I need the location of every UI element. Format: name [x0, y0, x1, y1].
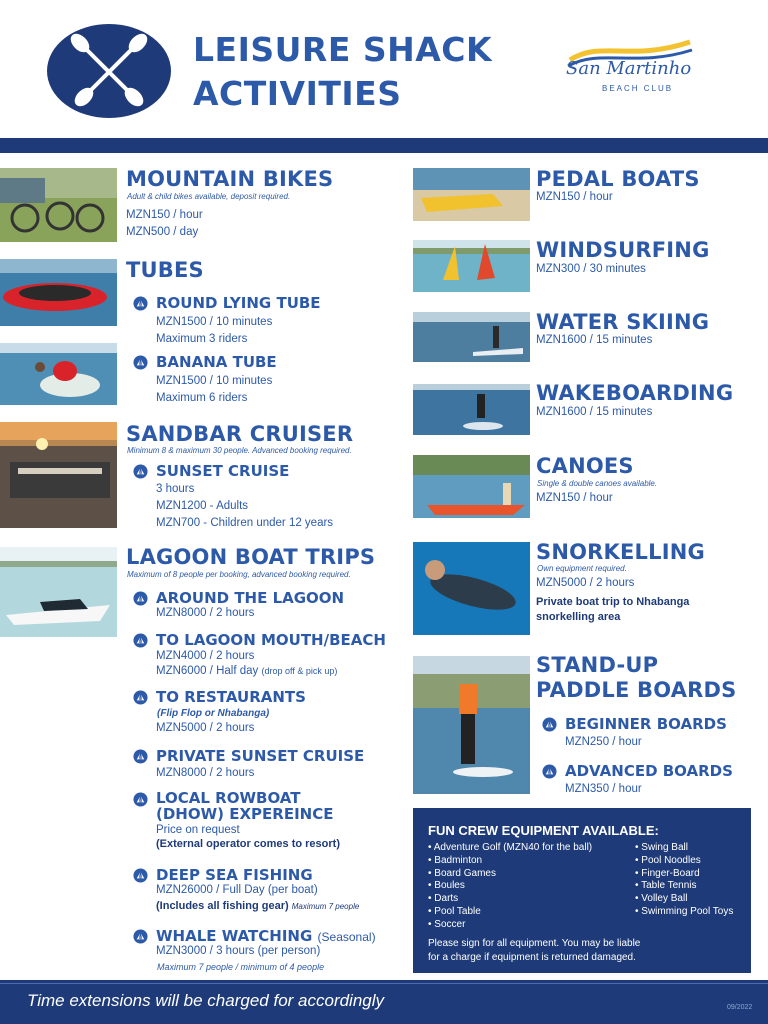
private-sunset-price: MZN8000 / 2 hours [156, 767, 255, 779]
windsurfing-heading: WINDSURFING [536, 238, 710, 262]
round-tube-heading: ROUND LYING TUBE [156, 294, 321, 312]
canoes-price: MZN150 / hour [536, 492, 613, 504]
around-lagoon-price: MZN8000 / 2 hours [156, 607, 255, 619]
shell-bullet-icon [133, 929, 148, 944]
footer-text: Time extensions will be charged for accordingly [27, 991, 385, 1010]
lagoon-mouth-price-halfday: MZN6000 / Half day (drop off & pick up) [156, 665, 338, 677]
shell-bullet-icon [133, 792, 148, 807]
paddle-board-photo [413, 656, 530, 794]
fun-crew-box [413, 808, 751, 973]
canoes-photo [413, 455, 530, 518]
sandbar-cruiser-photo [0, 422, 117, 528]
shell-bullet-icon [133, 464, 148, 479]
restaurants-price: MZN5000 / 2 hours [156, 722, 255, 734]
pedal-boats-photo [413, 168, 530, 221]
snorkelling-photo [413, 542, 530, 635]
list-item: • Badminton [428, 855, 592, 868]
list-item: • Table Tennis [635, 880, 733, 893]
sandbar-note: Minimum 8 & maximum 30 people. Advanced booking required. [127, 446, 352, 455]
around-lagoon-heading: AROUND THE LAGOON [156, 589, 345, 607]
shell-bullet-icon [133, 591, 148, 606]
sandbar-heading: SANDBAR CRUISER [126, 422, 354, 446]
header [0, 0, 768, 138]
windsurfing-price: MZN300 / 30 minutes [536, 263, 646, 275]
tubes-heading: TUBES [126, 258, 204, 282]
round-tube-info: Maximum 3 riders [156, 333, 248, 345]
shell-bullet-icon [133, 868, 148, 883]
shell-bullet-icon [133, 296, 148, 311]
mountain-bikes-heading: MOUNTAIN BIKES [126, 167, 334, 191]
shell-bullet-icon [133, 690, 148, 705]
wakeboarding-price: MZN1600 / 15 minutes [536, 406, 653, 418]
wakeboarding-heading: WAKEBOARDING [536, 381, 734, 405]
lagoon-boat-photo [0, 547, 117, 637]
mountain-bikes-price-day: MZN500 / day [126, 226, 199, 238]
restaurants-sub: (Flip Flop or Nhabanga) [157, 708, 270, 719]
shell-bullet-icon [133, 633, 148, 648]
page-title: LEISURE SHACK ACTIVITIES [193, 30, 493, 113]
mountain-bikes-price-hour: MZN150 / hour [126, 209, 203, 221]
beginner-boards-heading: BEGINNER BOARDS [565, 715, 727, 733]
windsurfing-photo [413, 240, 530, 292]
fun-crew-list-left [428, 842, 592, 932]
banana-tube-price: MZN1500 / 10 minutes [156, 375, 273, 387]
banana-tube-heading: BANANA TUBE [156, 353, 277, 371]
pedal-boats-price: MZN150 / hour [536, 191, 613, 203]
sunset-cruise-heading: SUNSET CRUISE [156, 462, 290, 480]
lagoon-mouth-heading: TO LAGOON MOUTH/BEACH [156, 631, 386, 649]
list-item: • Darts [428, 893, 592, 906]
lagoon-heading: LAGOON BOAT TRIPS [126, 545, 376, 569]
list-item: • Finger-Board [635, 868, 733, 881]
banana-tube-photo [0, 343, 117, 405]
round-tube-price: MZN1500 / 10 minutes [156, 316, 273, 328]
list-item: • Volley Ball [635, 893, 733, 906]
lagoon-note: Maximum of 8 people per booking, advanced booking required. [127, 570, 351, 579]
list-item: • Swimming Pool Toys [635, 906, 733, 919]
deep-sea-fishing-heading: DEEP SEA FISHING [156, 866, 313, 884]
whale-watching-heading: WHALE WATCHING (Seasonal) [156, 927, 376, 945]
water-skiing-heading: WATER SKIING [536, 310, 710, 334]
list-item: • Soccer [428, 919, 592, 932]
mountain-bikes-note: Adult & child bikes available, deposit required. [127, 192, 291, 201]
pedal-boats-heading: PEDAL BOATS [536, 167, 700, 191]
advanced-boards-price: MZN350 / hour [565, 783, 642, 795]
fun-crew-note: Please sign for all equipment. You may be liable for a charge if equipment is returned damaged. [428, 938, 641, 963]
banana-tube-info: Maximum 6 riders [156, 392, 248, 404]
sunset-cruise-children: MZN700 - Children under 12 years [156, 517, 334, 529]
restaurants-heading: TO RESTAURANTS [156, 688, 306, 706]
sup-heading: STAND-UP PADDLE BOARDS [536, 653, 737, 702]
beginner-boards-price: MZN250 / hour [565, 736, 642, 748]
brand-logo: San Martinho BEACH CLUB [560, 38, 700, 102]
paddles-logo-icon [47, 24, 171, 118]
whale-watching-info: Maximum 7 people / minimum of 4 people [157, 962, 325, 972]
lagoon-mouth-price-2h: MZN4000 / 2 hours [156, 650, 255, 662]
dhow-price: Price on request [156, 824, 240, 836]
list-item: • Pool Table [428, 906, 592, 919]
shell-bullet-icon [133, 355, 148, 370]
shell-bullet-icon [542, 764, 557, 779]
canoes-heading: CANOES [536, 454, 634, 478]
snorkelling-heading: SNORKELLING [536, 540, 705, 564]
whale-watching-price: MZN3000 / 3 hours (per person) [156, 945, 321, 957]
snorkelling-price: MZN5000 / 2 hours [536, 577, 635, 589]
dhow-info: (External operator comes to resort) [156, 838, 340, 850]
mountain-bikes-photo [0, 168, 117, 242]
list-item: • Swing Ball [635, 842, 733, 855]
fun-crew-list-right [635, 842, 733, 919]
list-item: • Pool Noodles [635, 855, 733, 868]
fun-crew-heading: FUN CREW EQUIPMENT AVAILABLE: [428, 823, 659, 838]
top-divider [0, 138, 768, 153]
shell-bullet-icon [542, 717, 557, 732]
footer-date: 09/2022 [727, 1004, 753, 1011]
sunset-cruise-adults: MZN1200 - Adults [156, 500, 249, 512]
list-item: • Boules [428, 880, 592, 893]
deep-sea-fishing-price: MZN26000 / Full Day (per boat) [156, 884, 318, 896]
list-item: • Board Games [428, 868, 592, 881]
shell-bullet-icon [133, 749, 148, 764]
snorkelling-note: Own equipment required. [537, 564, 627, 573]
water-skiing-photo [413, 312, 530, 362]
wakeboarding-photo [413, 384, 530, 435]
sunset-cruise-duration: 3 hours [156, 483, 195, 495]
list-item: • Adventure Golf (MZN40 for the ball) [428, 842, 592, 855]
private-sunset-heading: PRIVATE SUNSET CRUISE [156, 747, 365, 765]
advanced-boards-heading: ADVANCED BOARDS [565, 762, 733, 780]
deep-sea-fishing-info: (Includes all fishing gear) Maximum 7 people [156, 900, 360, 912]
water-skiing-price: MZN1600 / 15 minutes [536, 334, 653, 346]
snorkelling-info: Private boat trip to Nhabanga snorkelling area [536, 596, 690, 623]
canoes-note: Single & double canoes available. [537, 479, 658, 488]
round-tube-photo [0, 259, 117, 326]
dhow-heading: LOCAL ROWBOAT (DHOW) EXPEREINCE [156, 789, 334, 823]
